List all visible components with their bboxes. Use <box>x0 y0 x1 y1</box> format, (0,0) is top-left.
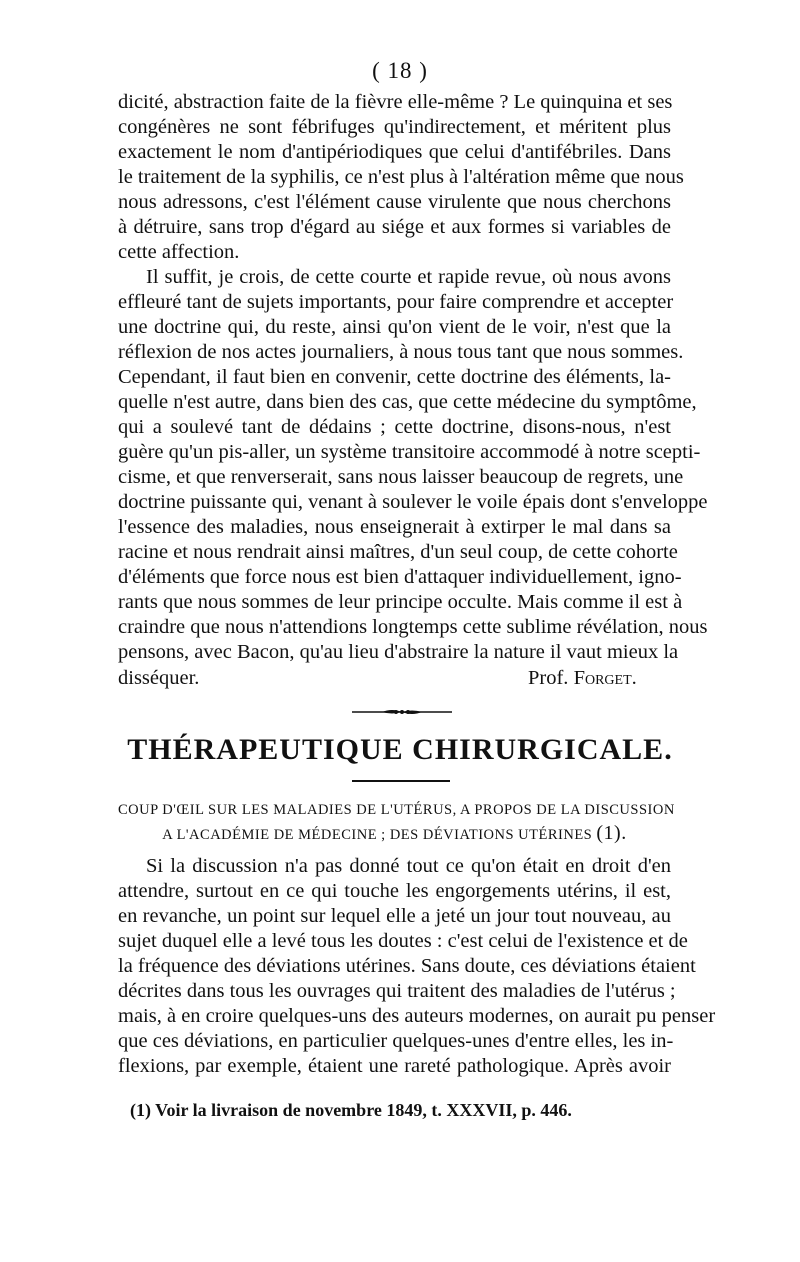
text-line: une doctrine qui, du reste, ainsi qu'on vient de le voir, n'est que la <box>118 316 671 338</box>
author-signature <box>528 666 637 690</box>
signature-prefix: Prof. <box>528 667 569 689</box>
text-line: d'éléments que force nous est bien d'attaquer individuellement, igno- <box>118 566 682 588</box>
text-line: le traitement de la syphilis, ce n'est plus à l'altération même que nous <box>118 166 684 188</box>
section-title: THÉRAPEUTIQUE CHIRURGICALE. <box>127 733 673 766</box>
text-line: la fréquence des déviations utérines. Sans doute, ces déviations étaient <box>118 955 696 977</box>
text-line: doctrine puissante qui, venant à soulever le voile épais dont s'enveloppe <box>118 491 708 513</box>
signature-name: Forget. <box>573 667 637 689</box>
text-line: guère qu'un pis-aller, un système transitoire accommodé à notre scepti- <box>118 441 701 463</box>
text-line: l'essence des maladies, nous enseignerait à extirper le mal dans sa <box>118 516 671 538</box>
text-line: attendre, surtout en ce qui touche les engorgements utérins, il est, <box>118 880 671 902</box>
text-line: mais, à en croire quelques-uns des auteurs modernes, on aurait pu penser <box>118 1005 716 1027</box>
text-line: quelle n'est autre, dans bien des cas, que cette médecine du symptôme, <box>118 391 697 413</box>
footnote-reference: (1). <box>596 822 627 844</box>
text-line: dicité, abstraction faite de la fièvre elle-même ? Le quinquina et ses <box>118 91 673 113</box>
text-line: craindre que nous n'attendions longtemps cette sublime révélation, nous <box>118 616 708 638</box>
text-line: Si la discussion n'a pas donné tout ce qu'on était en droit d'en <box>146 855 671 877</box>
text-line: en revanche, un point sur lequel elle a jeté un jour tout nouveau, au <box>118 905 671 927</box>
ornament-divider <box>352 708 452 716</box>
text-line: disséquer. <box>118 667 200 689</box>
subheading-text: A L'ACADÉMIE DE MÉDECINE ; DES DÉVIATIONS UTÉRINES <box>162 827 593 843</box>
page-number: ( 18 ) <box>372 58 428 83</box>
text-line: que ces déviations, en particulier quelques-unes d'entre elles, les in- <box>118 1030 674 1052</box>
text-line: sujet duquel elle a levé tous les doutes : c'est celui de l'existence et de <box>118 930 688 952</box>
text-line: décrites dans tous les ouvrages qui traitent des maladies de l'utérus ; <box>118 980 676 1002</box>
subheading-line-1: COUP D'ŒIL SUR LES MALADIES DE L'UTÉRUS, A PROPOS DE LA DISCUSSION <box>118 802 675 818</box>
title-rule <box>352 780 450 782</box>
text-line: racine et nous rendrait ainsi maîtres, d'un seul coup, de cette cohorte <box>118 541 678 563</box>
text-line: à détruire, sans trop d'égard au siége et aux formes si variables de <box>118 216 671 238</box>
text-line: pensons, avec Bacon, qu'au lieu d'abstraire la nature il vaut mieux la <box>118 641 679 663</box>
text-line: qui a soulevé tant de dédains ; cette doctrine, disons-nous, n'est <box>118 416 671 438</box>
subheading-line-2 <box>118 822 671 844</box>
text-line: cette affection. <box>118 241 240 263</box>
text-line: cisme, et que renverserait, sans nous laisser beaucoup de regrets, une <box>118 466 684 488</box>
text-line: effleuré tant de sujets importants, pour faire comprendre et accepter <box>118 291 674 313</box>
text-line: flexions, par exemple, étaient une rareté pathologique. Après avoir <box>118 1055 671 1077</box>
text-line: congénères ne sont fébrifuges qu'indirectement, et méritent plus <box>118 116 671 138</box>
text-line: nous adressons, c'est l'élément cause virulente que nous cherchons <box>118 191 671 213</box>
text-line: réflexion de nos actes journaliers, à nous tous tant que nous sommes. <box>118 341 684 363</box>
footnote: (1) Voir la livraison de novembre 1849, t. XXXVII, p. 446. <box>130 1100 572 1120</box>
text-line: Il suffit, je crois, de cette courte et rapide revue, où nous avons <box>146 266 671 288</box>
text-line: rants que nous sommes de leur principe occulte. Mais comme il est à <box>118 591 683 613</box>
text-line: Cependant, il faut bien en convenir, cette doctrine des éléments, la- <box>118 366 671 388</box>
text-line: exactement le nom d'antipériodiques que celui d'antifébriles. Dans <box>118 141 671 163</box>
